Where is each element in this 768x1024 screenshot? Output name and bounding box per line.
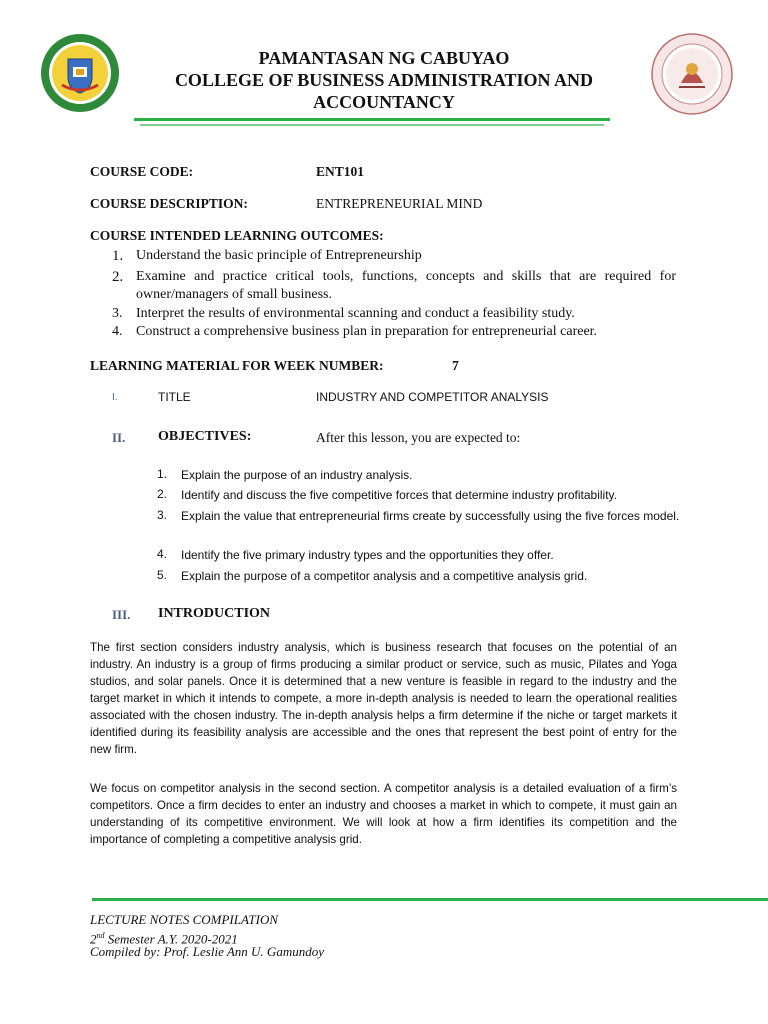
course-description-label: COURSE DESCRIPTION: — [90, 196, 248, 211]
section-numeral: I. — [112, 392, 118, 403]
objective-text: Explain the purpose of an industry analysis. — [181, 468, 413, 482]
introduction-heading: INTRODUCTION — [158, 606, 271, 621]
footer-compilation: LECTURE NOTES COMPILATION — [90, 912, 279, 927]
objective-text: Explain the value that entrepreneurial firms create by successfully using the five forces model. — [181, 509, 680, 523]
week-label: LEARNING MATERIAL FOR WEEK NUMBER: — [90, 358, 384, 373]
outcome-number: 4. — [112, 324, 123, 339]
right-seal — [651, 33, 733, 115]
section-numeral: II. — [112, 430, 126, 445]
college-name-line1: COLLEGE OF BUSINESS ADMINISTRATION AND — [174, 70, 594, 90]
outcome-text: Understand the basic principle of Entrepreneurship — [136, 248, 422, 263]
outcome-text: Construct a comprehensive business plan in preparation for entrepreneurial career. — [136, 324, 598, 339]
outcome-text: Interpret the results of environmental scanning and conduct a feasibility study. — [136, 306, 575, 321]
week-number: 7 — [452, 358, 459, 373]
section-title-label: TITLE — [158, 390, 191, 404]
footer-divider — [92, 898, 768, 901]
outcome-number: 1. — [112, 248, 124, 264]
objective-text: Identify and discuss the five competitive forces that determine industry profitability. — [181, 488, 617, 502]
header-divider-thin — [140, 124, 604, 126]
outcome-number: 3. — [112, 306, 123, 321]
introduction-paragraph-2: We focus on competitor analysis in the second section. A competitor analysis is a detailed evaluation of a firm’s competitors. Once a firm decides to enter an industry and chooses a market in which to compete, it must gain an understanding of its competitive environment. We will look at how a firm identifies its competition and the importance of completing a competitive analysis grid. — [90, 782, 677, 846]
section-title-value: INDUSTRY AND COMPETITOR ANALYSIS — [316, 390, 549, 404]
objective-number: 2. — [157, 487, 168, 501]
course-code-label: COURSE CODE: — [90, 164, 194, 179]
learning-outcomes-label: COURSE INTENDED LEARNING OUTCOMES: — [90, 228, 384, 243]
footer-compiler: Compiled by: Prof. Leslie Ann U. Gamundoy — [90, 944, 324, 959]
left-seal — [40, 33, 120, 113]
objectives-intro: After this lesson, you are expected to: — [316, 430, 521, 445]
outcome-number: 2. — [112, 269, 124, 285]
objective-number: 1. — [157, 467, 168, 481]
objective-number: 5. — [157, 568, 168, 582]
outcome-text: Examine and practice critical tools, functions, concepts and skills that are required for owner/managers of small business. — [136, 269, 676, 302]
semester-text: Semester A.Y. 2020-2021 — [104, 931, 238, 947]
course-code-value: ENT101 — [316, 164, 365, 179]
objective-number: 4. — [157, 547, 168, 561]
objective-number: 3. — [157, 508, 168, 522]
header-divider-thick — [134, 118, 610, 121]
objectives-heading: OBJECTIVES: — [158, 429, 252, 444]
objective-text: Explain the purpose of a competitor analysis and a competitive analysis grid. — [181, 569, 588, 583]
college-name-line2: ACCOUNTANCY — [313, 92, 455, 112]
course-description-value: ENTREPRENEURIAL MIND — [316, 196, 483, 211]
introduction-paragraph-1: The first section considers industry analysis, which is business research that focuses on the potential of an industry. An industry is a group of firms producing a similar product or service, such as music, Pilates and Yoga studios, and solar panels. Once it is determined that a new venture is feasible in regard to the industry and the target market in which it intends to compete, a more in-depth analysis is needed to learn the operational realities associated with the chosen industry. The in-depth analysis helps a firm determine if the niche or target markets it identified during its feasibility analysis are accessible and the ones that represent the best point of entry for the new firm. — [90, 641, 677, 756]
objective-text: Identify the five primary industry types and the opportunities they offer. — [181, 548, 554, 562]
semester-suffix: nd — [96, 931, 105, 940]
semester-number: 2 — [90, 931, 97, 947]
university-name: PAMANTASAN NG CABUYAO — [258, 48, 510, 68]
section-numeral: III. — [112, 607, 131, 622]
